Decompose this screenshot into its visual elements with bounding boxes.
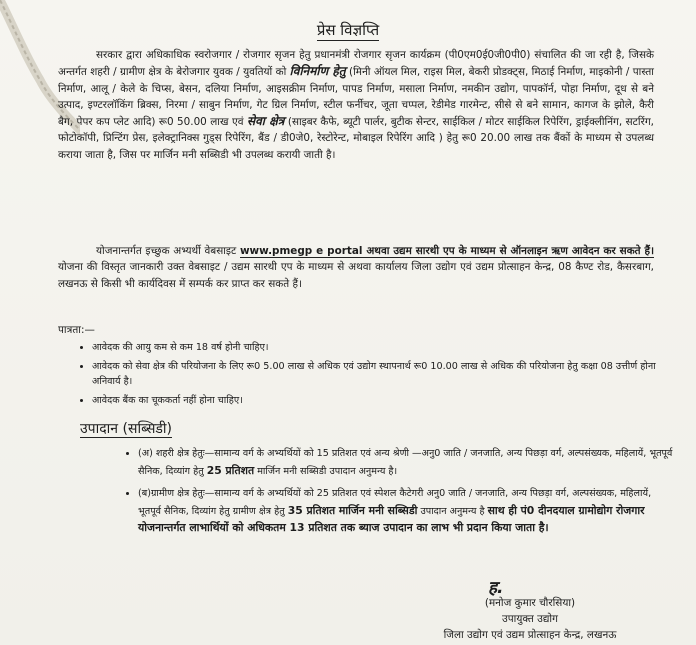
page-title: प्रेस विज्ञप्ति bbox=[316, 21, 380, 39]
subsidy-list bbox=[120, 446, 673, 544]
intro-paragraph: सरकार द्वारा अधिकाधिक स्वरोजगार / रोजगार सृजन हेतु प्रधानमंत्री रोजगार सृजन कार्यक्रम (पी0एम0ई0जी0पी0) संचालित की जा रही है, जिसके अन्तर्गत शहरी / ग्रामीण क्षेत्र के बेरोजगार युवक / युवतियों को विनिर्माण हेतु (मिनी ऑयल मिल, राइस मिल, बेकरी प्रोडक्ट्स, मिठाई निर्माण, माइकोनी / पास्ता निर्माण, आलू / केले के चिप्स, बेसन, दलिया निर्माण, आइसक्रीम निर्माण, पापड निर्माण, मसाला निर्माण, नमकीन उद्योग, पापकॉर्न, पोहा निर्माण, दूध से बने उत्पाद, इण्टरलॉकिंग ब्रिक्स, निरमा / साबुन निर्माण, गेट ग्रिल निर्माण, स्टील फर्नीचर, जूता चप्पल, रेडीमेड गारमेन्ट, सीसे से बने सामान, कागज के झोले, कैरी बैग, पेपर कप प्लेट आदि) रू0 50.00 लाख एवं सेवा क्षेत्र (साइबर कैफे, ब्यूटी पार्लर, बुटीक सेन्टर, साईकिल / मोटर साईकिल रिपेरिंग, ड्राईक्लीनिंग, सटरिंग, फोटोकॉपी, प्रिन्टिंग प्रेस, इलेक्ट्रानिक्स गुड्स रिपेरिंग, बैंड / डी0जे0, रेस्टोरेन्ट, मोबाइल रिपेरिंग आदि ) हेतु रू0 20.00 लाख तक बैंकों के माध्यम से उपलब्ध कराया जाता है, जिस पर मार्जिन मनी सब्सिडी भी उपलब्ध करायी जाती है। bbox=[58, 49, 654, 161]
list-item: • आवेदक की आयु कम से कम 18 वर्ष होनी चाहिए। bbox=[92, 340, 672, 355]
online-apply-text: www.pmegp e portal अथवा उद्यम सारथी एप के माध्यम से ऑनलाइन ऋण आवेदन कर सकते हैं। bbox=[239, 245, 655, 257]
list-item: • आवेदक बैंक का चूककर्ता नहीं होना चाहिए। bbox=[92, 393, 672, 408]
subsidy-heading: उपादान (सब्सिडी) bbox=[80, 421, 173, 437]
manufacturing-label: विनिर्माण हेतु bbox=[289, 64, 346, 79]
service-sector-label: सेवा क्षेत्र bbox=[246, 114, 285, 129]
eligibility-heading: पात्रता:— bbox=[58, 324, 95, 336]
eligibility-list bbox=[70, 340, 672, 412]
list-item: • आवेदक को सेवा क्षेत्र की परियोजना के लिए रू0 5.00 लाख से अधिक एवं उद्योग स्थापनार्थ रू0 10.00 लाख से अधिक की परियोजना हेतु कक्षा 08 उत्तीर्ण होना अनिवार्य है। bbox=[92, 359, 672, 389]
signatory-name: (मनोज कुमार चौरसिया) bbox=[484, 597, 576, 609]
rural-subsidy-item: • (ब)ग्रामीण क्षेत्र हेतुः—सामान्य वर्ग के अभ्यर्थियों को 25 प्रतिशत एवं स्पेशल कैटेगरी अनु0 जाति / जनजाति, अन्य पिछड़ा वर्ग, अल्पसंख्यक, महिलायें, भूतपूर्व सैनिक, दिव्यांग हेतु ग्रामीण क्षेत्र हेतु 35 प्रतिशत मार्जिन मनी सब्सिडी उपादान अनुमन्य है साथ ही पं0 दीनदयाल ग्रामोद्योग रोजगार योजनान्तर्गत लाभार्थियों को अधिकतम 13 प्रतिशत तक ब्याज उपादान का लाभ भी प्रदान किया जाता है। bbox=[138, 486, 673, 538]
signatory-designation: उपायुक्त उद्योग bbox=[502, 613, 558, 625]
urban-subsidy-item: • (अ) शहरी क्षेत्र हेतुः—सामान्य वर्ग के अभ्यर्थियों को 15 प्रतिशत एवं अन्य श्रेणी —अनु0 जाति / जनजाति, अन्य पिछड़ा वर्ग, अल्पसंख्यक, महिलायें, भूतपूर्व सैनिक, दिव्यांग हेतु 25 प्रतिशत मार्जिन मनी सब्सिडी उपादान अनुमन्य है। bbox=[138, 446, 673, 480]
signatory-office: जिला उद्योग एवं उद्यम प्रोत्साहन केन्द्र, लखनऊ bbox=[443, 629, 617, 641]
apply-paragraph: योजनान्तर्गत इच्छुक अभ्यर्थी वेबसाइट www.pmegp e portal अथवा उद्यम सारथी एप के माध्यम से ऑनलाइन ऋण आवेदन कर सकते हैं। योजना की विस्तृत जानकारी उक्त वेबसाइट / उद्यम सारथी एप के माध्यम से अथवा कार्यालय जिला उद्योग एवं उद्यम प्रोत्साहन केन्द्र, 08 कैण्ट रोड, कैसरबाग, लखनऊ से किसी भी कार्यदिवस में सम्पर्क कर प्राप्त कर सकते हैं। bbox=[58, 245, 655, 290]
signature-mark: ह. bbox=[488, 578, 504, 598]
